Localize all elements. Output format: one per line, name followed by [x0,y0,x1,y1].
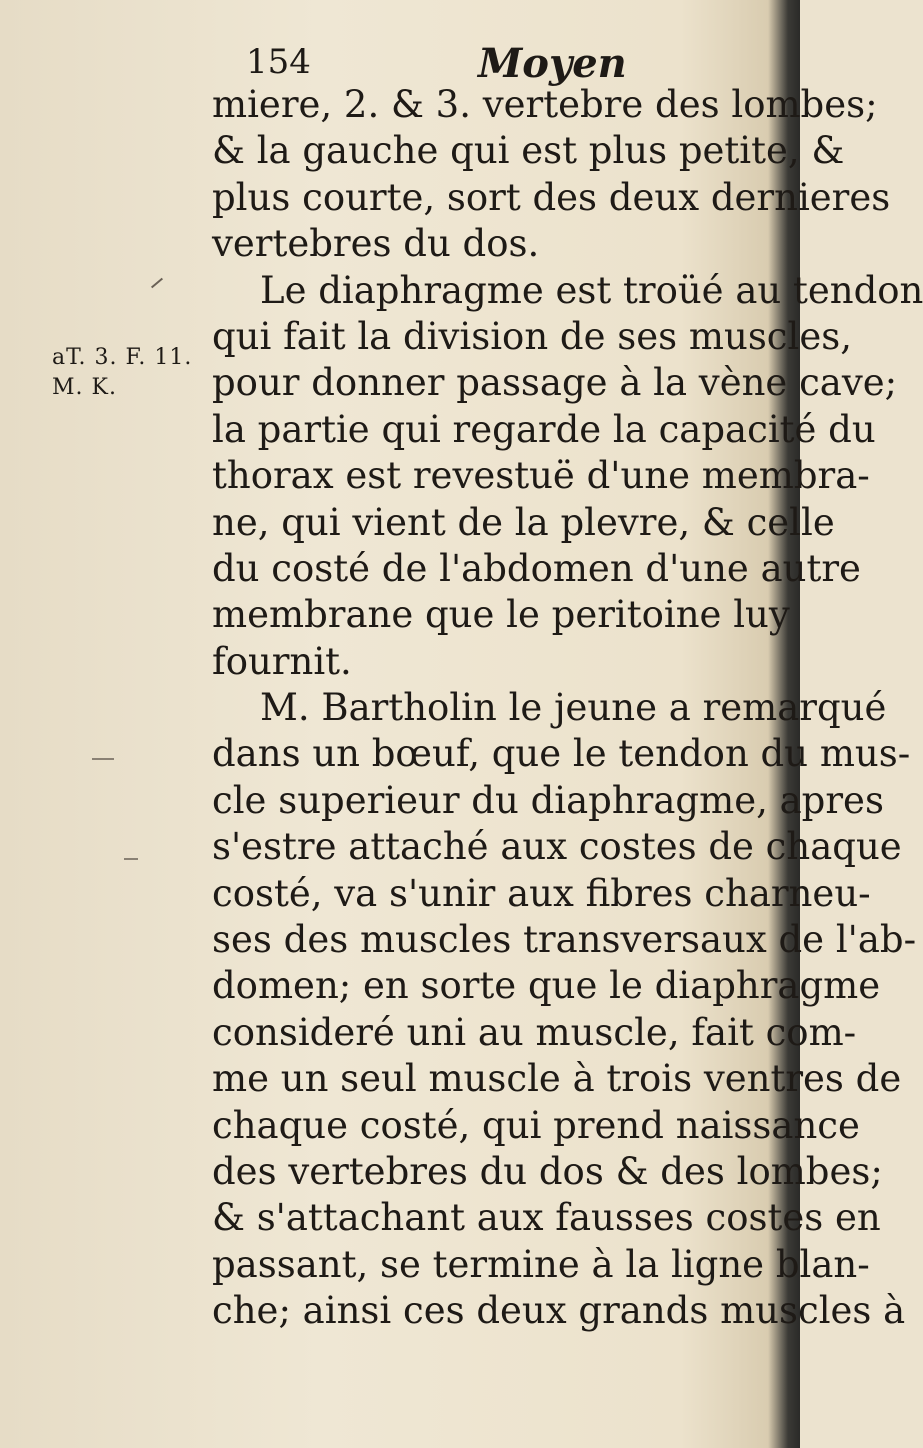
text-line: M. Bartholin le jeune a remarqué [260,686,887,730]
text-line: s'estre attaché aux costes de chaque [212,825,902,869]
text-line: che; ainsi ces deux grands muscles à [212,1289,906,1333]
text-line: me un seul muscle à trois ventres de [212,1057,902,1101]
ink-mark [124,858,138,860]
text-line: pour donner passage à la vène cave; [212,361,898,405]
text-line: chaque costé, qui prend naissance [212,1103,860,1147]
page-number: 154 [246,42,311,82]
text-line: domen; en sorte que le diaphragme [212,964,881,1008]
running-title: Moyen [478,40,627,87]
text-line: la partie qui regarde la capacité du [212,407,876,451]
text-line: ne, qui vient de la plevre, & celle [212,500,835,544]
margin-note: M. K. [52,375,117,400]
text-line: du costé de l'abdomen d'une autre [212,546,861,590]
text-line: dans un bœuf, que le tendon du mus- [212,732,911,776]
text-line: des vertebres du dos & des lombes; [212,1149,883,1193]
text-line: cle superieur du diaphragme, apres [212,778,884,822]
text-line: Le diaphragme est troüé au tendon [260,268,923,312]
text-line: & la gauche qui est plus petite, & [212,129,845,173]
text-line: qui fait la division de ses muscles, [212,314,853,358]
text-line: miere, 2. & 3. vertebre des lombes; [212,83,878,126]
text-line: passant, se termine à la ligne blan- [212,1242,870,1286]
text-line: consideré uni au muscle, fait com- [212,1010,857,1054]
text-line: costé, va s'unir aux fibres charneu- [212,871,871,915]
ink-mark [151,278,163,289]
body-text [212,82,923,1335]
ink-mark [92,758,114,760]
text-line: vertebres du dos. [212,222,540,266]
text-line: membrane que le peritoine luy [212,593,790,637]
text-line: fournit. [212,639,352,683]
text-line: & s'attachant aux fausses costes en [212,1196,881,1240]
text-line: plus courte, sort des deux dernieres [212,175,891,219]
text-line: ses des muscles transversaux de l'ab- [212,918,917,962]
margin-note: aT. 3. F. 11. [52,345,193,370]
text-line: thorax est revestuë d'une membra- [212,454,870,498]
